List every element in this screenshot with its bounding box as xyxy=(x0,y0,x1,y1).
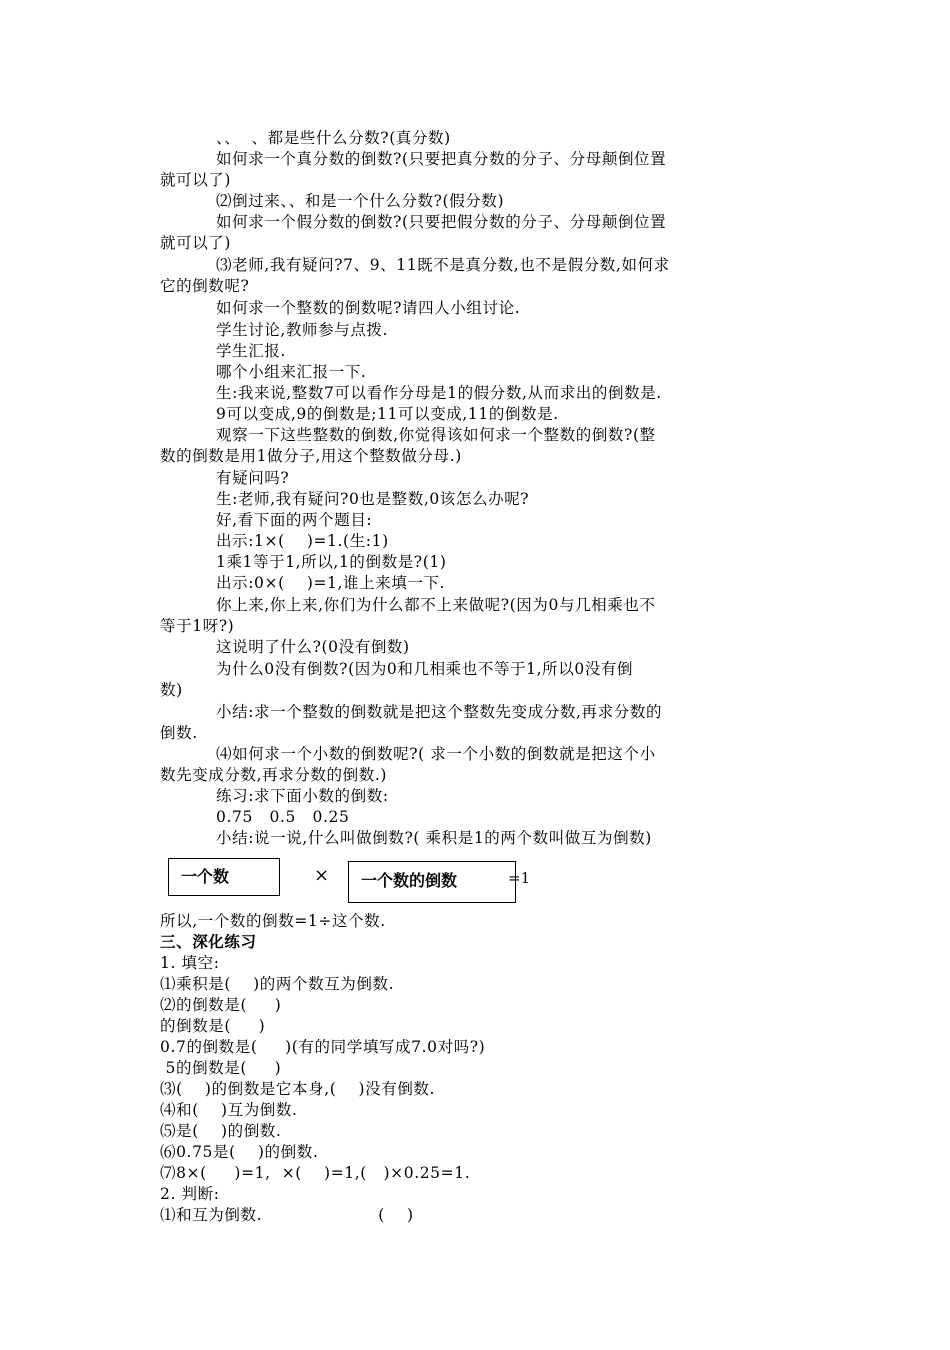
text-line: ⑷如何求一个小数的倒数呢?( 求一个小数的倒数就是把这个小 xyxy=(216,745,656,763)
exercise-line: 5的倒数是( ) xyxy=(160,1059,282,1077)
equals-one: =1 xyxy=(508,869,531,887)
exercise-line: ⑶( )的倒数是它本身,( )没有倒数. xyxy=(160,1080,436,1098)
text-line: 练习:求下面小数的倒数: xyxy=(216,787,389,805)
exercise-line: ⑵的倒数是( ) xyxy=(160,996,282,1014)
text-line: 9可以变成,9的倒数是;11可以变成,11的倒数是. xyxy=(216,405,559,423)
text-line: 出示:0×( )=1,谁上来填一下. xyxy=(216,574,446,592)
exercise-line: ⑴乘积是( )的两个数互为倒数. xyxy=(160,975,395,993)
exercise-line: 1. 填空: xyxy=(160,954,220,972)
text-line: 小结:说一说,什么叫做倒数?( 乘积是1的两个数叫做互为倒数) xyxy=(216,829,652,847)
text-line: 学生汇报. xyxy=(216,342,286,360)
text-line: 小结:求一个整数的倒数就是把这个整数先变成分数,再求分数的 xyxy=(216,703,663,721)
exercise-line: 0.7的倒数是( )(有的同学填写成7.0对吗?) xyxy=(160,1038,486,1056)
text-line: 就可以了) xyxy=(160,171,232,189)
text-line: 哪个小组来汇报一下. xyxy=(216,363,367,381)
exercise-line: 2. 判断: xyxy=(160,1185,220,1203)
conclusion-line: 所以,一个数的倒数=1÷这个数. xyxy=(160,912,386,930)
text-line: 数) xyxy=(160,681,183,699)
text-line: 、、 、都是些什么分数?(真分数) xyxy=(216,129,451,147)
text-line: 学生讨论,教师参与点拨. xyxy=(216,321,389,339)
text-line: 1乘1等于1,所以,1的倒数是?(1) xyxy=(216,553,447,571)
formula-box-reciprocal xyxy=(348,861,516,903)
text-line: 生:我来说,整数7可以看作分母是1的假分数,从而求出的倒数是. xyxy=(216,384,662,402)
text-line: 有疑问吗? xyxy=(216,469,290,487)
text-line: ⑶老师,我有疑问?7、9、11既不是真分数,也不是假分数,如何求 xyxy=(216,256,670,274)
exercise-line: ⑹0.75是( )的倒数. xyxy=(160,1143,319,1161)
section-title: 三、深化练习 xyxy=(160,933,257,951)
text-line: 好,看下面的两个题目: xyxy=(216,511,373,529)
text-line: 数的倒数是用1做分子,用这个整数做分母.) xyxy=(160,447,462,465)
text-line: 观察一下这些整数的倒数,你觉得该如何求一个整数的倒数?(整 xyxy=(216,426,656,444)
formula-box-number-label: 一个数 xyxy=(181,867,230,886)
text-line: 如何求一个真分数的倒数?(只要把真分数的分子、分母颠倒位置 xyxy=(216,150,667,168)
text-line: 倒数. xyxy=(160,724,198,742)
text-line: 这说明了什么?(0没有倒数) xyxy=(216,638,410,656)
text-line: 生:老师,我有疑问?0也是整数,0该怎么办呢? xyxy=(216,490,530,508)
text-line: 如何求一个整数的倒数呢?请四人小组讨论. xyxy=(216,299,521,317)
formula-box-reciprocal-label: 一个数的倒数 xyxy=(361,871,458,890)
exercise-line: ⑸是( )的倒数. xyxy=(160,1122,282,1140)
text-line: 就可以了) xyxy=(160,234,232,252)
exercise-line: ⑷和( )互为倒数. xyxy=(160,1101,298,1119)
exercise-line: ⑺8×( )=1, ×( )=1,( )×0.25=1. xyxy=(160,1164,471,1182)
exercise-line: ⑴和互为倒数. ( ) xyxy=(160,1206,414,1224)
text-line: 为什么0没有倒数?(因为0和几相乘也不等于1,所以0没有倒 xyxy=(216,660,634,678)
text-line: ⑵倒过来、、和是一个什么分数?(假分数) xyxy=(216,192,505,210)
times-symbol: × xyxy=(314,865,330,886)
text-line: 0.75 0.5 0.25 xyxy=(216,808,350,826)
text-line: 数先变成分数,再求分数的倒数.) xyxy=(160,766,388,784)
text-line: 等于1呀?) xyxy=(160,617,235,635)
text-line: 如何求一个假分数的倒数?(只要把假分数的分子、分母颠倒位置 xyxy=(216,213,667,231)
formula-box-number xyxy=(168,858,280,896)
text-line: 出示:1×( )=1.(生:1) xyxy=(216,532,389,550)
text-line: 它的倒数呢? xyxy=(160,277,250,295)
exercise-line: 的倒数是( ) xyxy=(160,1017,266,1035)
text-line: 你上来,你上来,你们为什么都不上来做呢?(因为0与几相乘也不 xyxy=(216,596,656,614)
